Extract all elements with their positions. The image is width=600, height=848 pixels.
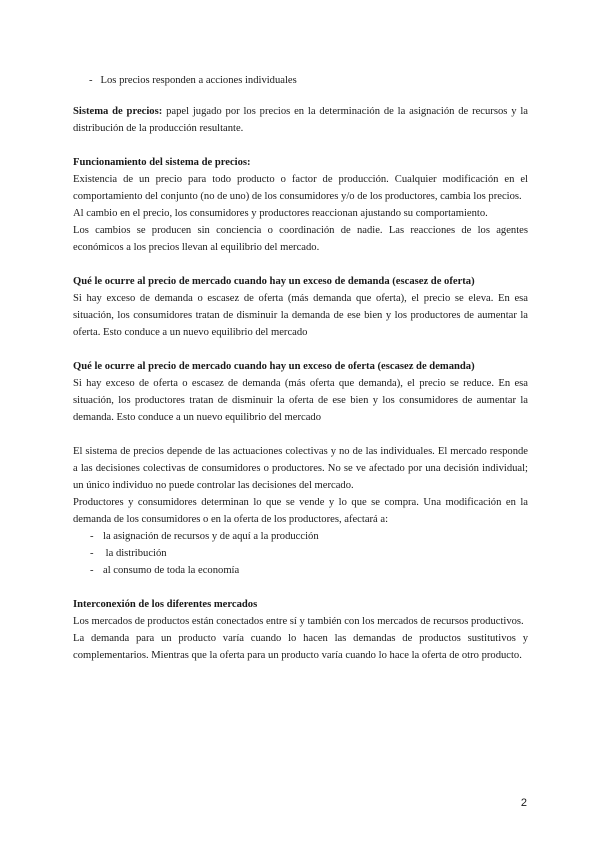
- page-number: 2: [520, 797, 527, 809]
- bullet-dash: -: [90, 531, 94, 542]
- bullet-dash: -: [90, 548, 94, 559]
- paragraph: Productores y consumidores determinan lo que se vende y lo que se compra. Una modificación en la demanda de los consumidores o en la oferta de los productores, afectará a:: [73, 497, 528, 525]
- list-item: [73, 562, 528, 579]
- paragraph: La demanda para un producto varía cuando lo hacen las demandas de productos sustitutivos y complementarios. Mientras que la oferta para un producto varía cuando lo hace la oferta de otro producto.: [73, 633, 528, 661]
- definition-text: papel jugado por los precios en la determinación de la asignación de recursos y la distribución de la producción resultante.: [73, 106, 528, 134]
- bullet-text: Los precios responden a acciones individuales: [100, 75, 297, 86]
- section-heading-interconexion: Interconexión de los diferentes mercados: [73, 599, 258, 610]
- bullet-dash: -: [90, 565, 94, 576]
- document-body: [73, 103, 528, 664]
- section-heading-exceso-oferta: Qué le ocurre al precio de mercado cuando hay un exceso de oferta (escasez de demanda): [73, 361, 475, 372]
- bullet-dash: -: [89, 75, 93, 86]
- paragraph: Los mercados de productos están conectados entre sí y también con los mercados de recursos productivos.: [73, 616, 524, 627]
- paragraph: Existencia de un precio para todo producto o factor de producción. Cualquier modificación en el comportamiento del conjunto (no de uno) de los consumidores y/o de los productores, cambia los precios.: [73, 174, 528, 202]
- list-item: [73, 545, 528, 562]
- section-heading-funcionamiento: Funcionamiento del sistema de precios:: [73, 157, 251, 168]
- paragraph: Si hay exceso de oferta o escasez de demanda (más oferta que demanda), el precio se reduce. En esa situación, los productores tratan de disminuir la oferta de ese bien y los consumidores de aumentar la demanda. Esto conduce a un nuevo equilibrio del mercado: [73, 378, 528, 423]
- paragraph: El sistema de precios depende de las actuaciones colectivas y no de las individuales. El mercado responde a las decisiones colectivas de consumidores o productores. No se ve afectado por una decisión individual; un único individuo no puede controlar las decisiones del mercado.: [73, 446, 528, 491]
- sistema-precios-definition: [73, 103, 528, 137]
- paragraph: Los cambios se producen sin conciencia o coordinación de nadie. Las reacciones de los agentes económicos a los precios llevan al equilibrio del mercado.: [73, 225, 528, 253]
- bullet-text: la distribución: [103, 548, 167, 559]
- paragraph: Si hay exceso de demanda o escasez de oferta (más demanda que oferta), el precio se eleva. En esa situación, los consumidores tratan de disminuir la demanda de ese bien y los productores de aumentar la oferta. Esto conduce a un nuevo equilibrio del mercado: [73, 293, 528, 338]
- bullet-text: al consumo de toda la economía: [103, 565, 240, 576]
- top-bullet-item: [89, 72, 297, 89]
- list-item: [73, 528, 528, 545]
- bullet-text: la asignación de recursos y de aquí a la producción: [103, 531, 319, 542]
- definition-term: Sistema de precios:: [73, 106, 163, 117]
- section-heading-exceso-demanda: Qué le ocurre al precio de mercado cuando hay un exceso de demanda (escasez de oferta): [73, 276, 475, 287]
- paragraph: Al cambio en el precio, los consumidores y productores reaccionan ajustando su comportamiento.: [73, 208, 488, 219]
